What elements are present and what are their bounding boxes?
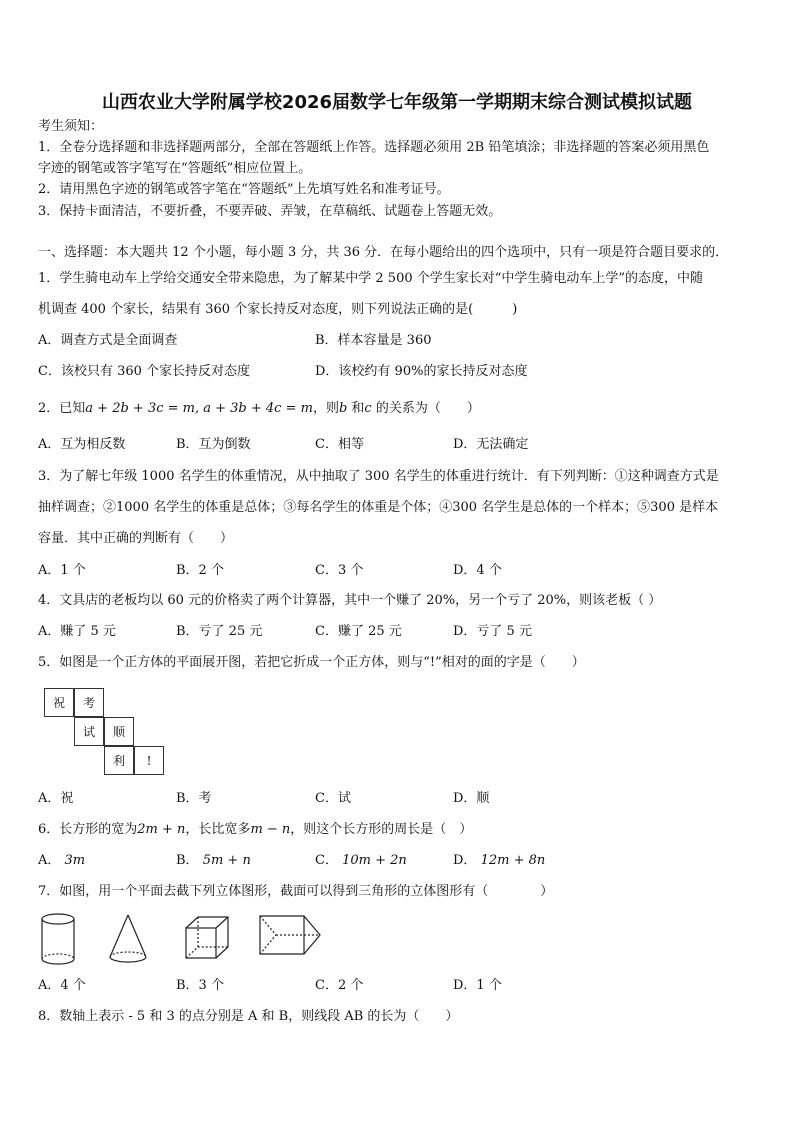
q6-text — [38, 822, 472, 838]
q4-option-a: A．赚了 5 元 — [38, 624, 116, 639]
q7-option-a: A．4 个 — [38, 978, 86, 993]
page-title: 山西农业大学附属学校2026届数学七年级第一学期期末综合测试模拟试题 — [101, 92, 693, 113]
q5-option-b: B．考 — [176, 791, 212, 806]
q6-suffix: ，则这个长方形的周长是（ ） — [290, 822, 473, 837]
section-heading: 一、选择题：本大题共 12 个小题，每小题 3 分，共 36 分．在每小题给出的四个选项中，只有一项是符合题目要求的． — [38, 245, 729, 260]
q3-text-line2: 抽样调查；②1000 名学生的体重是总体；③每名学生的体重是个体；④300 名学生是总体的一个样本；⑤300 是样本 — [38, 500, 719, 515]
q7-option-b: B．3 个 — [176, 978, 224, 993]
q1-option-c: C．该校只有 360 个家长持反对态度 — [38, 364, 251, 379]
q2-option-a: A．互为相反数 — [38, 437, 126, 452]
notice-item-1-cont: 字迹的钢笔或答字笔写在“答题纸”相应位置上。 — [38, 161, 312, 176]
net-face-1: 祝 — [44, 688, 74, 717]
q2-option-b: B．互为倒数 — [176, 437, 251, 452]
q2-mid: ，则 — [312, 401, 339, 416]
q2-and: 和 — [347, 401, 365, 416]
q3-option-c: C．3 个 — [315, 563, 364, 578]
q7-option-d: D．1 个 — [453, 978, 502, 993]
q3-text-line1: 3．为了解七年级 1000 名学生的体重情况，从中抽取了 300 名学生的体重进行统计．有下列判断：①这种调查方式是 — [38, 469, 719, 484]
q6-width-expr: 2m + n — [137, 822, 186, 837]
q7-text: 7．如图，用一个平面去截下列立体图形，截面可以得到三角形的立体图形有（ ） — [38, 884, 554, 899]
q1-text-line1: 1．学生骑电动车上学给交通安全带来隐患，为了解某中学 2 500 个学生家长对“中学生骑电动车上学”的态度，中随 — [38, 271, 704, 286]
q3-option-a: A．1 个 — [38, 563, 86, 578]
q2-equation: a + 2b + 3c = m, a + 3b + 4c = m — [85, 401, 313, 416]
q6-option-d-expr: 12m + 8n — [480, 853, 546, 868]
q2-text — [38, 401, 480, 417]
solid-figures — [38, 912, 338, 968]
q2-var-b: b — [338, 401, 348, 416]
notice-item-3: 3．保持卡面清洁，不要折叠，不要弄破、弄皱，在草稿纸、试题卷上答题无效。 — [38, 204, 502, 219]
q6-option-d: D． 12m + 8n — [453, 853, 546, 868]
q6-option-b: B． 5m + n — [176, 853, 251, 868]
q6-option-c: C． 10m + 2n — [315, 853, 407, 868]
q2-var-c: c — [364, 401, 372, 416]
q6-option-a-expr: 3m — [64, 853, 86, 868]
q7-option-c: C．2 个 — [315, 978, 364, 993]
notice-heading: 考生须知： — [38, 119, 104, 134]
q6-prefix: 6．长方形的宽为 — [38, 822, 138, 837]
triangular-prism-figure — [260, 916, 320, 954]
q3-text-line3: 容量．其中正确的判断有（ ） — [38, 531, 234, 546]
q5-text: 5．如图是一个正方体的平面展开图，若把它折成一个正方体，则与“!”相对的面的字是（ ） — [38, 655, 585, 670]
q6-diff-expr: m − n — [250, 822, 291, 837]
q1-option-b: B．样本容量是 360 — [315, 333, 432, 348]
q2-prefix: 2．已知 — [38, 401, 86, 416]
q1-option-d: D．该校约有 90%的家长持反对态度 — [315, 364, 528, 379]
cube-figure — [186, 917, 228, 958]
cone-figure — [110, 915, 146, 962]
q5-option-c: C．试 — [315, 791, 351, 806]
net-face-6: ! — [134, 746, 164, 775]
q4-option-b: B．亏了 25 元 — [176, 624, 263, 639]
cylinder-figure — [42, 914, 74, 964]
q4-option-d: D．亏了 5 元 — [453, 624, 532, 639]
notice-item-2: 2．请用黑色字迹的钢笔或答字笔在“答题纸”上先填写姓名和准考证号。 — [38, 182, 450, 197]
net-face-5: 利 — [104, 746, 134, 775]
q2-suffix: 的关系为（ ） — [371, 401, 480, 416]
q3-option-d: D．4 个 — [453, 563, 502, 578]
q1-option-a: A．调查方式是全面调查 — [38, 333, 178, 348]
q4-text: 4．文具店的老板均以 60 元的价格卖了两个计算器，其中一个赚了 20%，另一个亏了 20%，则该老板（ ） — [38, 593, 662, 608]
net-face-2: 考 — [74, 688, 104, 717]
q6-option-b-expr: 5m + n — [202, 853, 251, 868]
q2-option-d: D．无法确定 — [453, 437, 529, 452]
net-face-3: 试 — [74, 717, 104, 746]
q6-option-a: A． 3m — [38, 853, 86, 868]
q5-option-a: A．祝 — [38, 791, 74, 806]
q5-option-d: D．顺 — [453, 791, 490, 806]
q8-text: 8．数轴上表示 - 5 和 3 的点分别是 A 和 B，则线段 AB 的长为（ ） — [38, 1009, 459, 1024]
notice-item-1: 1．全卷分选择题和非选择题两部分，全部在答题纸上作答。选择题必须用 2B 铅笔填涂；非选择题的答案必须用黑色 — [38, 140, 710, 155]
q3-option-b: B．2 个 — [176, 563, 224, 578]
q2-option-c: C．相等 — [315, 437, 364, 452]
q6-mid: ，长比宽多 — [185, 822, 251, 837]
net-face-4: 顺 — [104, 717, 134, 746]
q1-text-line2: 机调查 400 个家长，结果有 360 个家长持反对态度，则下列说法正确的是( ) — [38, 302, 518, 317]
q4-option-c: C．赚了 25 元 — [315, 624, 402, 639]
q6-option-c-expr: 10m + 2n — [342, 853, 407, 868]
